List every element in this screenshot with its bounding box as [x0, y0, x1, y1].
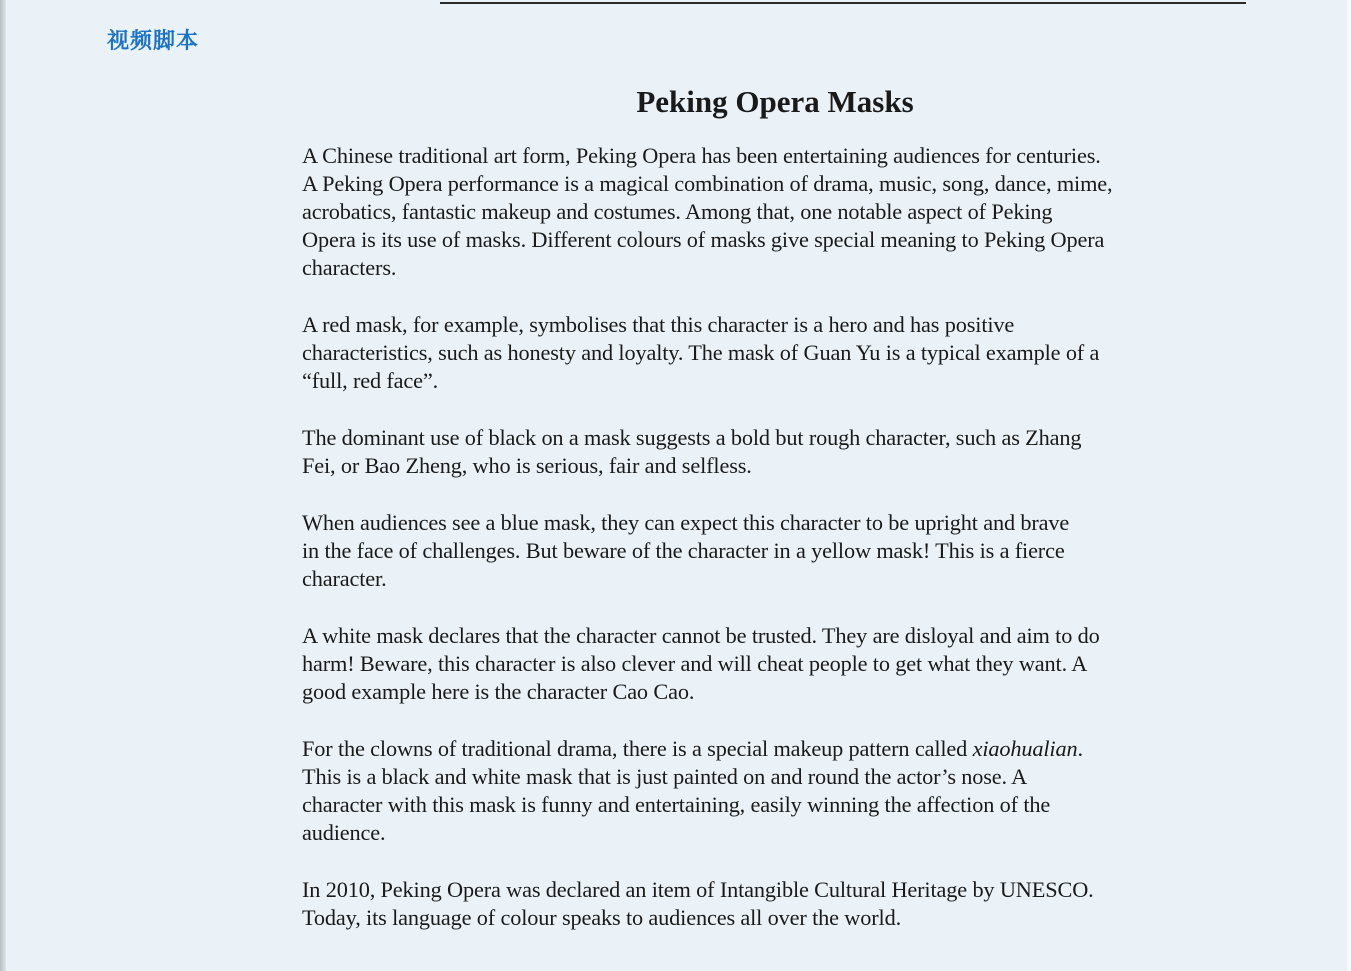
- text-line: character.: [302, 566, 387, 591]
- text-line: A Chinese traditional art form, Peking Opera has been entertaining audiences for centuries.: [302, 143, 1101, 168]
- text-line: This is a black and white mask that is just painted on and round the actor’s nose. A: [302, 764, 1028, 789]
- italic-term: xiaohualian: [972, 736, 1078, 761]
- text-line: Today, its language of colour speaks to audiences all over the world.: [302, 905, 902, 930]
- paragraph-unesco: [302, 876, 1252, 932]
- text-run: .: [1077, 736, 1083, 761]
- top-rule-line: [440, 2, 1246, 4]
- document-body: [302, 142, 1252, 961]
- text-line: When audiences see a blue mask, they can expect this character to be upright and brave: [302, 510, 1070, 535]
- text-line: A white mask declares that the character cannot be trusted. They are disloyal and aim to do: [302, 623, 1100, 648]
- text-line: A Peking Opera performance is a magical combination of drama, music, song, dance, mime,: [302, 171, 1113, 196]
- text-line: audience.: [302, 820, 386, 845]
- paragraph-red-mask: [302, 311, 1252, 395]
- text-run: For the clowns of traditional drama, there is a special makeup pattern called: [302, 736, 973, 761]
- text-line: character with this mask is funny and entertaining, easily winning the affection of the: [302, 792, 1051, 817]
- paragraph-blue-yellow-mask: [302, 509, 1252, 593]
- text-line: good example here is the character Cao Cao.: [302, 679, 695, 704]
- paragraph-white-mask: [302, 622, 1252, 706]
- text-line: harm! Beware, this character is also clever and will cheat people to get what they want. A: [302, 651, 1088, 676]
- paragraph-clown-mask: [302, 735, 1252, 847]
- text-line: [302, 735, 1252, 763]
- text-line: Opera is its use of masks. Different colours of masks give special meaning to Peking Opera: [302, 227, 1105, 252]
- text-line: “full, red face”.: [302, 368, 439, 393]
- text-line: in the face of challenges. But beware of the character in a yellow mask! This is a fierce: [302, 538, 1065, 563]
- text-line: In 2010, Peking Opera was declared an item of Intangible Cultural Heritage by UNESCO.: [302, 877, 1094, 902]
- text-line: characteristics, such as honesty and loyalty. The mask of Guan Yu is a typical example of a: [302, 340, 1100, 365]
- paragraph-black-mask: [302, 424, 1252, 480]
- text-line: A red mask, for example, symbolises that this character is a hero and has positive: [302, 312, 1015, 337]
- page-edge-shadow: [0, 0, 6, 971]
- text-line: The dominant use of black on a mask suggests a bold but rough character, such as Zhang: [302, 425, 1082, 450]
- document-title: Peking Opera Masks: [636, 84, 914, 119]
- section-tag: 视频脚本: [107, 29, 200, 54]
- text-line: characters.: [302, 255, 397, 280]
- text-line: Fei, or Bao Zheng, who is serious, fair and selfless.: [302, 453, 752, 478]
- page-right-margin: [1347, 0, 1351, 971]
- paragraph-intro: [302, 142, 1252, 282]
- text-line: acrobatics, fantastic makeup and costumes. Among that, one notable aspect of Peking: [302, 199, 1053, 224]
